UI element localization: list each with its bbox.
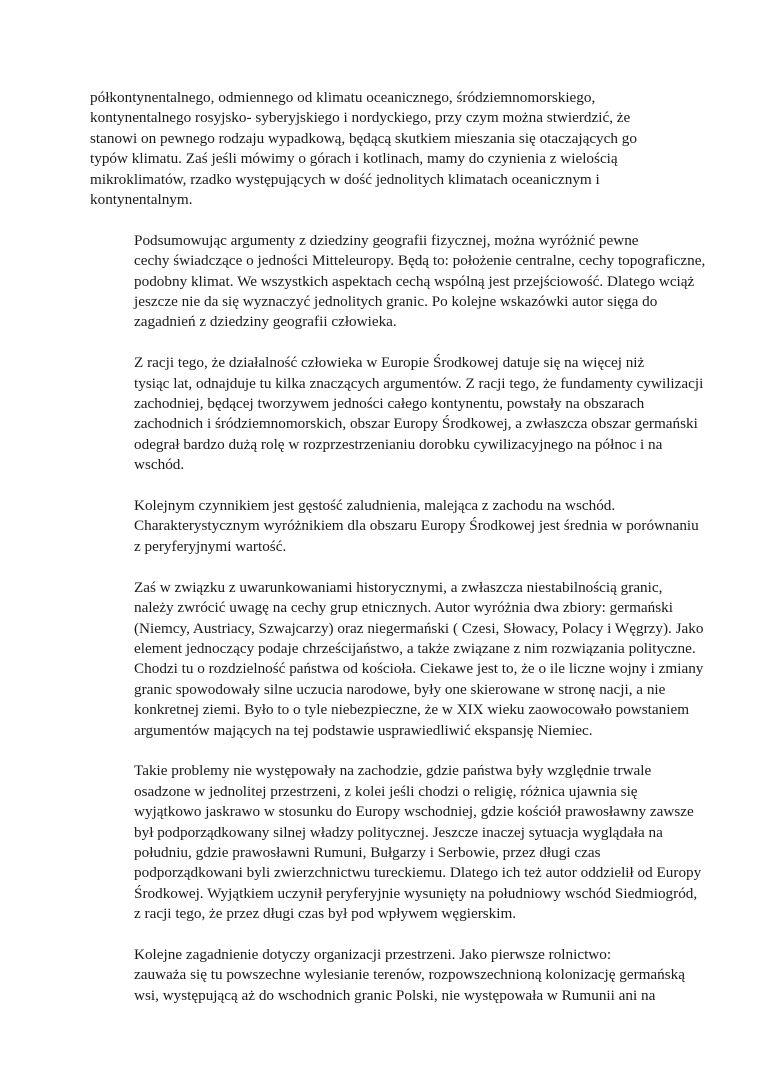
text-line: zauważa się tu powszechne wylesianie terenów, rozpowszechnioną kolonizację germańską [134, 966, 686, 984]
text-line: cechy świadczące o jedności Mitteleuropy. Będą to: położenie centralne, cechy topograficzne, [134, 252, 706, 270]
text-line: kontynentalnego rosyjsko- syberyjskiego i nordyckiego, przy czym można stwierdzić, że [90, 109, 631, 127]
paragraph-human-activity [90, 353, 704, 475]
paragraph-ethnic-groups [90, 578, 704, 741]
text-line: wsi, występującą aż do wschodnich granic Polski, nie występowała w Rumunii ani na [134, 986, 656, 1004]
text-line: element jednoczący podaje chrześcijaństwo, a także związane z nim rozwiązania polityczne. [134, 639, 696, 657]
text-line: Chodzi tu o rozdzielność państwa od kościoła. Ciekawe jest to, że o ile liczne wojny i zmiany [134, 660, 704, 678]
text-line: mikroklimatów, rzadko występujących w dość jednolitych klimatach oceanicznym i [90, 170, 600, 188]
text-line: wyjątkowo jaskrawo w stosunku do Europy wschodniej, gdzie kościół prawosławny zawsze [134, 803, 694, 821]
text-line: z racji tego, że przez długi czas był pod wpływem węgierskim. [134, 905, 517, 923]
text-line: był podporządkowany silnej władzy politycznej. Jeszcze inaczej sytuacja wyglądała na [134, 823, 663, 841]
text-line: Kolejne zagadnienie dotyczy organizacji przestrzeni. Jako pierwsze rolnictwo: [134, 945, 612, 963]
text-line: Zaś w związku z uwarunkowaniami historycznymi, a zwłaszcza niestabilnością granic, [134, 578, 663, 596]
text-line: jeszcze nie da się wyznaczyć jednolitych granic. Po kolejne wskazówki autor sięga do [134, 293, 658, 311]
text-line: tysiąc lat, odnajduje tu kilka znaczących argumentów. Z racji tego, że fundamenty cywilizacji [134, 374, 704, 392]
text-line: z peryferyjnymi wartość. [134, 537, 287, 555]
text-line: zagadnień z dziedziny geografii człowieka. [134, 313, 397, 331]
text-line: osadzone w jednolitej przestrzeni, z kolei jeśli chodzi o religię, różnica ujawnia się [134, 782, 638, 800]
text-line: kontynentalnym. [90, 191, 193, 209]
text-line: wschód. [134, 456, 185, 474]
text-line: podobny klimat. We wszystkich aspektach cechą wspólną jest przejściowość. Dlatego wciąż [134, 272, 695, 290]
text-line: Podsumowując argumenty z dziedziny geografii fizycznej, można wyróżnić pewne [134, 231, 639, 249]
text-line: stanowi on pewnego rodzaju wypadkową, będącą skutkiem mieszania się otaczających go [90, 129, 637, 147]
paragraph-spatial-organization [90, 945, 686, 1006]
text-line: zachodniej, będącej tworzywem jedności całego kontynentu, powstały na obszarach [134, 395, 645, 413]
text-line: Środkowej. Wyjątkiem uczynił peryferyjnie wysunięty na południowy wschód Siedmiogród, [134, 884, 698, 902]
paragraph-population-density [90, 496, 699, 557]
text-line: Z racji tego, że działalność człowieka w Europie Środkowej datuje się na więcej niż [134, 354, 645, 372]
text-line: południu, gdzie prawosławni Rumuni, Bułgarzy i Serbowie, przez długi czas [134, 843, 601, 861]
paragraph-climate [90, 88, 672, 210]
text-line: konkretnej ziemi. Było to o tyle niebezpieczne, że w XIX wieku zaowocowało powstaniem [134, 701, 690, 719]
text-line: Kolejnym czynnikiem jest gęstość zaludnienia, malejąca z zachodu na wschód. [134, 497, 616, 515]
document-body [90, 88, 706, 1027]
text-line: Takie problemy nie występowały na zachodzie, gdzie państwa były względnie trwale [134, 762, 652, 780]
text-line: odegrał bardzo dużą rolę w rozprzestrzenianiu dorobku cywilizacyjnego na północ i na [134, 435, 663, 453]
text-line: półkontynentalnego, odmiennego od klimatu oceanicznego, śródziemnomorskiego, [90, 89, 596, 106]
text-line: (Niemcy, Austriacy, Szwajcarzy) oraz niegermański ( Czesi, Słowacy, Polacy i Węgrzy). Jako [134, 619, 704, 637]
text-line: Charakterystycznym wyróżnikiem dla obszaru Europy Środkowej jest średnia w porównaniu [134, 517, 699, 535]
paragraph-physical-geography-summary [90, 231, 706, 333]
paragraph-religion-east [90, 761, 702, 924]
text-line: podporządkowani byli zwierzchnictwu tureckiemu. Dlatego ich też autor oddzielił od Europy [134, 864, 702, 882]
text-line: argumentów mających na tej podstawie usprawiedliwić ekspansję Niemiec. [134, 721, 593, 739]
text-line: typów klimatu. Zaś jeśli mówimy o górach i kotlinach, mamy do czynienia z wielością [90, 150, 618, 168]
text-line: należy zwrócić uwagę na cechy grup etnicznych. Autor wyróżnia dwa zbiory: germański [134, 599, 673, 617]
text-line: zachodnich i śródziemnomorskich, obszar Europy Środkowej, a zwłaszcza obszar germański [134, 415, 698, 433]
text-line: granic spowodowały silne uczucia narodowe, były one skierowane w stronę nacji, a nie [134, 680, 666, 698]
